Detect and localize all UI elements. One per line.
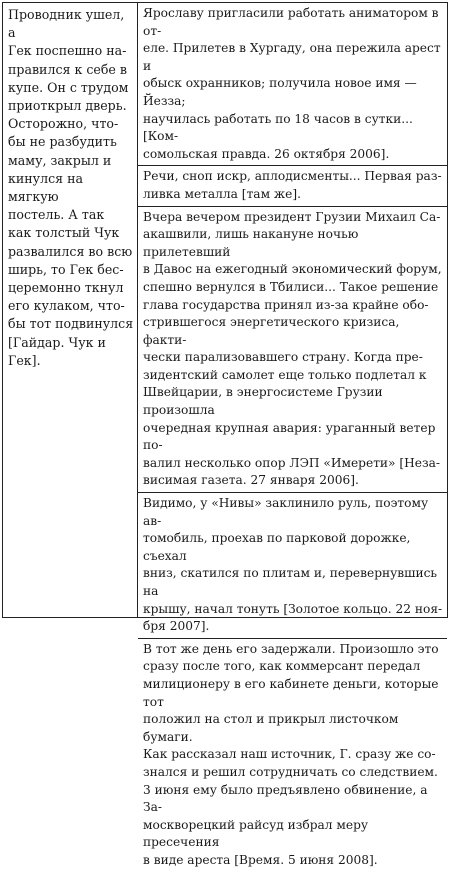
example-block: Ярославу пригласили работать аниматором в от- еле. Прилетев в Хургаду, она пережила арест и обыск охранников; получила новое имя — Йезза; научилась работать по 18 часов в сутки... [Ком- сомольская правда. 26 октября 2006]. [138, 3, 447, 166]
example-block: Видимо, у «Нивы» заклинило руль, поэтому ав- томобиль, проехав по парковой дорожке, съехал вниз, скатился по плитам и, перевернувшись на крышу, начал тонуть [Золотое кольцо. 22 ноя- бря 2007]. [138, 493, 447, 639]
example-block: В тот же день его задержали. Произошло это сразу после того, как коммерсант передал милиционеру в его кабинете деньги, которые тот положил на стол и прикрыл листочком бумаги. Как рассказал наш источник, Г. сразу же со- знался и решил сотрудничать со следствием. 3 июня ему было предъявлено обвинение, а За- москворецкий райсуд избрал меру пресечения в виде ареста [Время. 5 июня 2008]. [143, 641, 439, 867]
example-block: Речи, сноп искр, аплодисменты... Первая раз- ливка металла [там же]. [138, 166, 447, 206]
example-block: Вчера вечером президент Грузии Михаил Са- акашвили, лишь накануне ночью прилетевший в Давос на ежегодный экономический форум, спешно вернулся в Тбилиси... Такое решение глава государства принял из-за крайне обо- стрившегося энергетического кризиса, факти- чески парализовавшего страну. Когда пре- зидентский самолет еще только подлетал к Швейцарии, в энергосистеме Грузии произошла очередная крупная авария: ураганный ветер по- валил несколько опор ЛЭП «Имерети» [Неза- висимая газета. 27 января 2006]. [138, 207, 447, 494]
examples-table [2, 2, 448, 867]
right-cell [138, 3, 447, 867]
left-cell: Проводник ушел, а Гек поспешно на- правился к себе в купе. Он с трудом приоткрыл дверь. Осторожно, что- бы не разбудить маму, закрыл и кинулся на мягкую постель. А так как толстый Чук развалился во всю ширь, то Гек бес- церемонно ткнул его кулаком, что- бы тот подвинулся [Гайдар. Чук и Гек]. [3, 3, 138, 617]
